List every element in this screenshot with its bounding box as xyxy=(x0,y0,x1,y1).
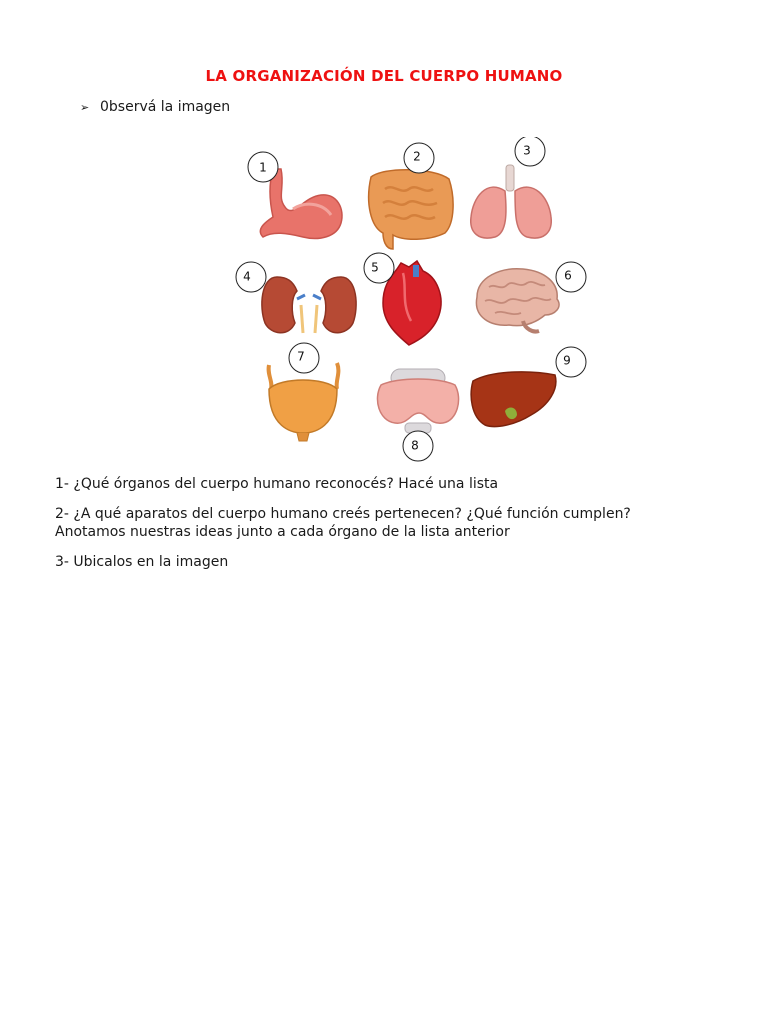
figure-label-9 xyxy=(556,347,586,377)
question-1: 1- ¿Qué órganos del cuerpo humano reconocés? Hacé una lista xyxy=(55,476,499,492)
svg-text:3: 3 xyxy=(523,143,531,158)
figure-label-3 xyxy=(515,137,545,166)
figure-label-6 xyxy=(556,262,586,292)
intestine-icon xyxy=(369,170,453,249)
figure-label-4 xyxy=(236,262,266,292)
figure-label-2 xyxy=(404,143,434,173)
figure-label-8 xyxy=(403,431,433,461)
question-2-line-1: 2- ¿A qué aparatos del cuerpo humano creés pertenecen? ¿Qué función cumplen? xyxy=(55,506,631,522)
bullet-arrow-icon: ➢ xyxy=(80,101,90,114)
figure-label-7 xyxy=(289,343,319,373)
instruction-bullet xyxy=(80,99,230,115)
lungs-icon xyxy=(471,165,552,238)
figure-label-5 xyxy=(364,253,394,283)
svg-text:2: 2 xyxy=(413,149,421,164)
brain-icon xyxy=(476,269,559,332)
svg-text:4: 4 xyxy=(243,269,251,284)
question-2-line-2: Anotamos nuestras ideas junto a cada órgano de la lista anterior xyxy=(55,524,510,540)
page-title: LA ORGANIZACIÓN DEL CUERPO HUMANO xyxy=(205,67,563,85)
thyroid-icon xyxy=(377,369,458,433)
question-3: 3- Ubicalos en la imagen xyxy=(55,554,229,570)
organs-figure xyxy=(233,137,593,462)
kidneys-icon xyxy=(262,277,356,333)
svg-text:8: 8 xyxy=(411,438,419,453)
instruction-text: 0bservá la imagen xyxy=(100,99,231,115)
question-2 xyxy=(55,505,715,541)
liver-icon xyxy=(471,372,556,427)
svg-text:6: 6 xyxy=(564,268,572,283)
svg-text:7: 7 xyxy=(297,349,305,364)
svg-text:5: 5 xyxy=(371,260,379,275)
svg-text:9: 9 xyxy=(563,353,571,368)
svg-text:1: 1 xyxy=(259,160,267,175)
stomach-icon xyxy=(260,169,342,238)
figure-label-1 xyxy=(248,152,278,182)
bladder-icon xyxy=(269,363,339,441)
